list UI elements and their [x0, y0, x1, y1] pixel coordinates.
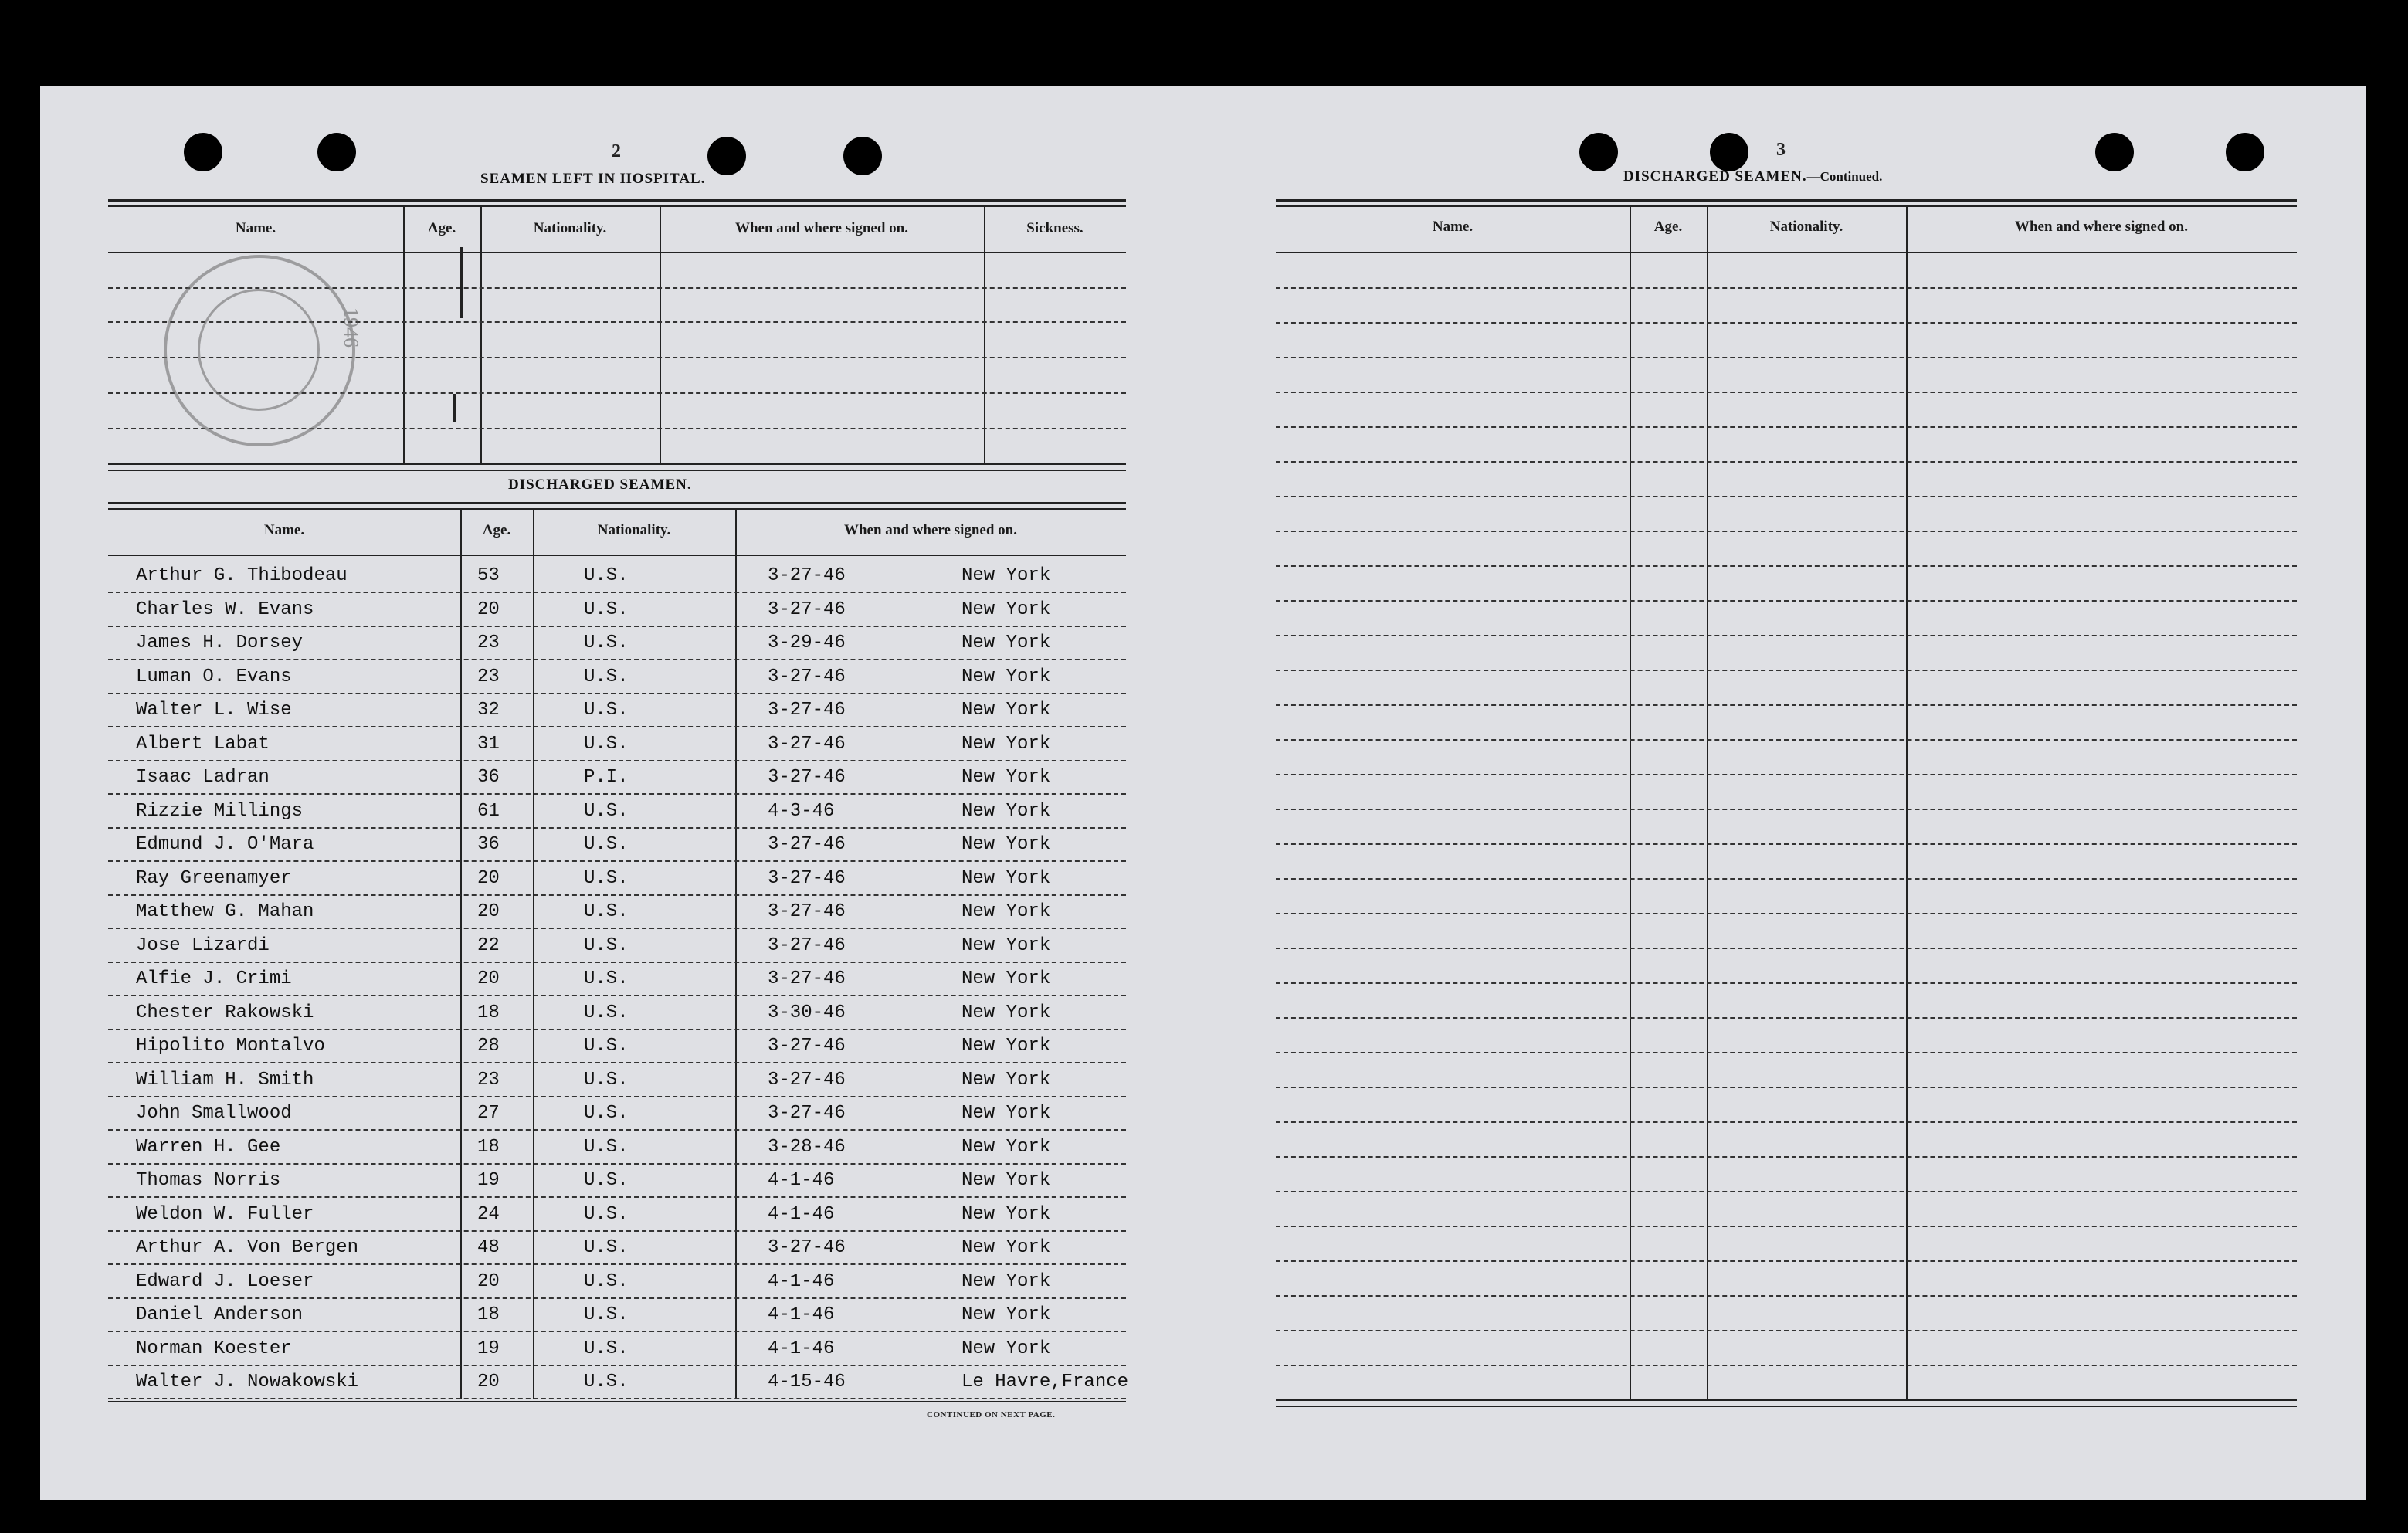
- column-header-age: Age.: [427, 220, 456, 236]
- cell-age: 20: [477, 599, 500, 620]
- cell-nationality: U.S.: [584, 834, 629, 855]
- blank-row-rule: [1276, 1295, 2297, 1297]
- cell-date: 4-1-46: [768, 1270, 835, 1292]
- cell-name: James H. Dorsey: [136, 633, 304, 653]
- hospital-section-title: SEAMEN LEFT IN HOSPITAL.: [480, 171, 706, 187]
- blank-row-rule: [1276, 913, 2297, 914]
- official-stamp: [164, 255, 362, 446]
- cell-date: 3-27-46: [768, 565, 846, 586]
- cell-age: 20: [477, 867, 500, 889]
- row-rule: [108, 1365, 1126, 1366]
- cell-date: 3-27-46: [768, 901, 846, 922]
- right-page-title-main: DISCHARGED SEAMEN.: [1623, 168, 1807, 185]
- cell-date: 3-27-46: [768, 1103, 846, 1124]
- cell-place: New York: [962, 867, 1051, 889]
- blank-row-rule: [1276, 1330, 2297, 1331]
- blank-row-rule: [1276, 1260, 2297, 1262]
- cell-nationality: U.S.: [584, 901, 629, 922]
- column-header-age: Age.: [1653, 219, 1683, 235]
- row-rule: [108, 760, 1126, 761]
- cell-name: Alfie J. Crimi: [136, 968, 292, 989]
- cell-place: New York: [962, 565, 1051, 586]
- blank-row-rule: [1276, 565, 2297, 567]
- cell-place: New York: [962, 733, 1051, 755]
- column-divider: [1906, 207, 1908, 1399]
- cell-place: New York: [962, 1036, 1051, 1056]
- row-rule: [108, 1331, 1126, 1332]
- column-header-signed-on: When and where signed on.: [2014, 219, 2188, 235]
- cell-nationality: P.I.: [584, 767, 629, 788]
- blank-row-rule: [1276, 948, 2297, 949]
- cell-name: Chester Rakowski: [136, 1002, 314, 1023]
- cell-age: 53: [477, 565, 500, 586]
- cell-date: 3-27-46: [768, 700, 846, 721]
- blank-row-rule: [1276, 878, 2297, 880]
- cell-nationality: U.S.: [584, 1237, 629, 1258]
- blank-row-rule: [1276, 322, 2297, 324]
- page-number: 2: [612, 141, 621, 161]
- cell-name: Arthur A. Von Bergen: [136, 1237, 359, 1258]
- column-header-nationality: Nationality.: [597, 522, 671, 538]
- row-rule: [108, 592, 1126, 593]
- row-rule: [108, 659, 1126, 660]
- cell-age: 28: [477, 1036, 500, 1056]
- cell-name: Jose Lizardi: [136, 934, 270, 956]
- blank-row-rule: [1276, 531, 2297, 532]
- punch-hole: [1710, 133, 1748, 171]
- cell-name: William H. Smith: [136, 1069, 314, 1090]
- cell-name: Arthur G. Thibodeau: [136, 565, 348, 586]
- rule: [108, 199, 1126, 202]
- cell-nationality: U.S.: [584, 1002, 629, 1023]
- cell-age: 22: [477, 934, 500, 956]
- column-divider: [403, 207, 405, 463]
- cell-age: 27: [477, 1103, 500, 1124]
- row-rule: [108, 860, 1126, 862]
- cell-date: 4-1-46: [768, 1304, 835, 1325]
- punch-hole: [184, 133, 222, 171]
- cell-place: New York: [962, 1136, 1051, 1158]
- row-rule: [108, 1062, 1126, 1063]
- cell-nationality: U.S.: [584, 1136, 629, 1158]
- column-header-age: Age.: [482, 522, 511, 538]
- row-rule: [108, 894, 1126, 896]
- cell-name: Norman Koester: [136, 1338, 292, 1359]
- column-divider: [533, 510, 534, 1399]
- row-rule: [108, 793, 1126, 795]
- discharged-section-title: DISCHARGED SEAMEN.: [508, 477, 692, 493]
- cell-name: Rizzie Millings: [136, 800, 304, 822]
- cell-place: New York: [962, 767, 1051, 788]
- blank-row-rule: [1276, 1017, 2297, 1019]
- cell-name: Thomas Norris: [136, 1170, 281, 1191]
- cell-age: 19: [477, 1338, 500, 1359]
- cell-nationality: U.S.: [584, 700, 629, 721]
- cell-name: Charles W. Evans: [136, 599, 314, 620]
- cell-age: 32: [477, 700, 500, 721]
- cell-date: 4-1-46: [768, 1203, 835, 1225]
- column-divider: [480, 207, 482, 463]
- cell-nationality: U.S.: [584, 968, 629, 989]
- cell-name: Edward J. Loeser: [136, 1270, 314, 1292]
- cell-nationality: U.S.: [584, 1036, 629, 1056]
- cell-place: New York: [962, 599, 1051, 620]
- column-header-name: Name.: [235, 220, 276, 236]
- rule: [108, 205, 1126, 207]
- cell-nationality: U.S.: [584, 1304, 629, 1325]
- blank-row-rule: [1276, 1365, 2297, 1366]
- rule: [1276, 252, 2297, 253]
- cell-place: New York: [962, 1203, 1051, 1225]
- blank-row-rule: [1276, 287, 2297, 289]
- cell-place: New York: [962, 1103, 1051, 1124]
- column-header-nationality: Nationality.: [1769, 219, 1843, 235]
- blank-row-rule: [1276, 600, 2297, 602]
- cell-date: 3-27-46: [768, 1036, 846, 1056]
- cell-name: Isaac Ladran: [136, 767, 270, 788]
- column-header-sickness: Sickness.: [1026, 220, 1084, 236]
- cell-nationality: U.S.: [584, 1103, 629, 1124]
- cell-nationality: U.S.: [584, 599, 629, 620]
- punch-hole: [2226, 133, 2264, 171]
- blank-row-rule: [1276, 1226, 2297, 1227]
- cell-name: Warren H. Gee: [136, 1136, 281, 1158]
- cell-place: Le Havre,France: [962, 1372, 1129, 1392]
- column-divider: [460, 510, 462, 1399]
- blank-row-rule: [1276, 1052, 2297, 1053]
- cell-place: New York: [962, 800, 1051, 822]
- rule: [108, 470, 1126, 471]
- cell-name: Ray Greenamyer: [136, 867, 292, 889]
- cell-name: Edmund J. O'Mara: [136, 834, 314, 855]
- column-header-signed-on: When and where signed on.: [734, 220, 908, 236]
- cell-date: 3-27-46: [768, 733, 846, 755]
- blank-row-rule: [1276, 461, 2297, 463]
- cell-name: John Smallwood: [136, 1103, 292, 1124]
- row-rule: [108, 1196, 1126, 1198]
- row-rule: [108, 693, 1126, 694]
- pencil-mark: [453, 394, 456, 422]
- cell-nationality: U.S.: [584, 1203, 629, 1225]
- row-rule: [108, 1029, 1126, 1030]
- cell-age: 23: [477, 633, 500, 653]
- row-rule: [108, 1263, 1126, 1265]
- rule: [108, 502, 1126, 504]
- cell-age: 36: [477, 834, 500, 855]
- cell-nationality: U.S.: [584, 733, 629, 755]
- cell-name: Albert Labat: [136, 733, 270, 755]
- right-page-title: [1623, 168, 1882, 185]
- cell-date: 3-27-46: [768, 1069, 846, 1090]
- cell-place: New York: [962, 1270, 1051, 1292]
- cell-date: 4-1-46: [768, 1338, 835, 1359]
- cell-age: 24: [477, 1203, 500, 1225]
- cell-nationality: U.S.: [584, 800, 629, 822]
- stamp-date: 1946: [340, 307, 362, 348]
- cell-date: 3-30-46: [768, 1002, 846, 1023]
- cell-age: 31: [477, 733, 500, 755]
- row-rule: [108, 1096, 1126, 1097]
- cell-place: New York: [962, 1002, 1051, 1023]
- column-header-name: Name.: [1432, 219, 1474, 235]
- rule: [108, 1401, 1126, 1402]
- cell-age: 18: [477, 1304, 500, 1325]
- row-rule: [108, 962, 1126, 963]
- cell-nationality: U.S.: [584, 1372, 629, 1392]
- cell-date: 3-27-46: [768, 934, 846, 956]
- blank-row-rule: [1276, 496, 2297, 497]
- punch-hole: [707, 137, 746, 175]
- punch-hole: [317, 133, 356, 171]
- blank-row-rule: [1276, 982, 2297, 984]
- row-rule: [108, 1297, 1126, 1299]
- rule: [1276, 199, 2297, 202]
- cell-age: 20: [477, 901, 500, 922]
- cell-place: New York: [962, 666, 1051, 687]
- cell-place: New York: [962, 700, 1051, 721]
- row-rule: [108, 726, 1126, 727]
- cell-name: Matthew G. Mahan: [136, 901, 314, 922]
- blank-row-rule: [1276, 704, 2297, 706]
- cell-date: 3-27-46: [768, 867, 846, 889]
- column-header-name: Name.: [263, 522, 305, 538]
- column-header-nationality: Nationality.: [533, 220, 607, 236]
- column-divider: [660, 207, 661, 463]
- cell-date: 4-1-46: [768, 1170, 835, 1191]
- cell-place: New York: [962, 1237, 1051, 1258]
- cell-date: 3-27-46: [768, 599, 846, 620]
- row-rule: [108, 1129, 1126, 1131]
- cell-age: 23: [477, 666, 500, 687]
- cell-place: New York: [962, 1338, 1051, 1359]
- rule: [108, 252, 1126, 253]
- row-rule: [108, 1230, 1126, 1232]
- cell-place: New York: [962, 834, 1051, 855]
- continued-note: CONTINUED ON NEXT PAGE.: [927, 1410, 1056, 1419]
- cell-place: New York: [962, 633, 1051, 653]
- cell-name: Daniel Anderson: [136, 1304, 304, 1325]
- rule: [108, 463, 1126, 465]
- row-rule: [108, 626, 1126, 627]
- cell-place: New York: [962, 901, 1051, 922]
- cell-place: New York: [962, 1069, 1051, 1090]
- blank-row-rule: [1276, 1087, 2297, 1088]
- cell-nationality: U.S.: [584, 1069, 629, 1090]
- cell-place: New York: [962, 1304, 1051, 1325]
- punch-hole: [1579, 133, 1618, 171]
- cell-name: Weldon W. Fuller: [136, 1203, 314, 1225]
- row-rule: [108, 1163, 1126, 1165]
- rule: [1276, 1406, 2297, 1407]
- blank-row-rule: [1276, 426, 2297, 428]
- row-rule: [108, 827, 1126, 829]
- cell-date: 3-27-46: [768, 834, 846, 855]
- cell-date: 3-27-46: [768, 767, 846, 788]
- blank-row-rule: [1276, 843, 2297, 845]
- blank-row-rule: [1276, 1156, 2297, 1158]
- cell-place: New York: [962, 1170, 1051, 1191]
- page-number: 3: [1776, 140, 1786, 160]
- rule: [108, 508, 1126, 510]
- cell-nationality: U.S.: [584, 1270, 629, 1292]
- cell-nationality: U.S.: [584, 867, 629, 889]
- row-rule: [108, 1398, 1126, 1399]
- blank-row-rule: [1276, 809, 2297, 810]
- cell-age: 20: [477, 1372, 500, 1392]
- cell-place: New York: [962, 968, 1051, 989]
- blank-row-rule: [1276, 1191, 2297, 1192]
- blank-row-rule: [1276, 357, 2297, 358]
- column-header-signed-on: When and where signed on.: [843, 522, 1017, 538]
- cell-date: 4-3-46: [768, 800, 835, 822]
- cell-nationality: U.S.: [584, 934, 629, 956]
- cell-age: 18: [477, 1136, 500, 1158]
- cell-nationality: U.S.: [584, 1170, 629, 1191]
- cell-name: Walter J. Nowakowski: [136, 1372, 359, 1392]
- cell-age: 19: [477, 1170, 500, 1191]
- blank-row-rule: [1276, 774, 2297, 775]
- column-divider: [735, 510, 737, 1399]
- cell-nationality: U.S.: [584, 1338, 629, 1359]
- column-divider: [984, 207, 985, 463]
- row-rule: [108, 928, 1126, 929]
- cell-date: 3-29-46: [768, 633, 846, 653]
- pencil-mark: [460, 247, 463, 318]
- right-page-title-suffix: —Continued.: [1806, 169, 1883, 184]
- blank-row-rule: [1276, 670, 2297, 671]
- cell-age: 20: [477, 968, 500, 989]
- cell-age: 36: [477, 767, 500, 788]
- cell-age: 48: [477, 1237, 500, 1258]
- cell-date: 3-27-46: [768, 666, 846, 687]
- stamp-inner-ring: [198, 289, 320, 411]
- rule: [108, 555, 1126, 556]
- cell-date: 3-28-46: [768, 1136, 846, 1158]
- cell-name: Hipolito Montalvo: [136, 1036, 325, 1056]
- blank-row-rule: [1276, 635, 2297, 636]
- row-rule: [108, 995, 1126, 996]
- cell-nationality: U.S.: [584, 666, 629, 687]
- cell-age: 18: [477, 1002, 500, 1023]
- rule: [1276, 205, 2297, 207]
- cell-age: 61: [477, 800, 500, 822]
- cell-age: 20: [477, 1270, 500, 1292]
- blank-row-rule: [1276, 739, 2297, 741]
- cell-name: Walter L. Wise: [136, 700, 292, 721]
- column-divider: [1707, 207, 1708, 1399]
- cell-nationality: U.S.: [584, 633, 629, 653]
- cell-age: 23: [477, 1069, 500, 1090]
- cell-place: New York: [962, 934, 1051, 956]
- rule: [1276, 1399, 2297, 1401]
- cell-name: Luman O. Evans: [136, 666, 292, 687]
- cell-date: 3-27-46: [768, 968, 846, 989]
- cell-date: 3-27-46: [768, 1237, 846, 1258]
- column-divider: [1630, 207, 1631, 1399]
- cell-nationality: U.S.: [584, 565, 629, 586]
- punch-hole: [843, 137, 882, 175]
- blank-row-rule: [1276, 1121, 2297, 1123]
- punch-hole: [2095, 133, 2134, 171]
- cell-date: 4-15-46: [768, 1372, 846, 1392]
- blank-row-rule: [1276, 392, 2297, 393]
